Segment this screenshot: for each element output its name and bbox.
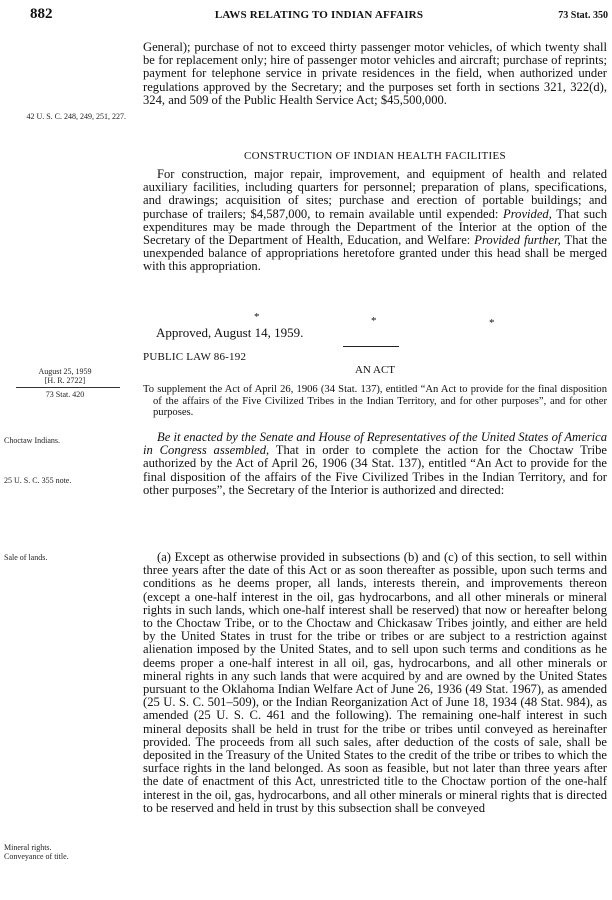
margin-note-conveyance: Conveyance of title. bbox=[4, 852, 69, 861]
approved-line: Approved, August 14, 1959. bbox=[156, 325, 304, 340]
section-divider bbox=[343, 346, 399, 347]
page-number: 882 bbox=[30, 6, 53, 22]
margin-note-bill: [H. R. 2722] bbox=[44, 376, 86, 385]
section-construction bbox=[143, 150, 607, 162]
margin-note-choctaw: Choctaw Indians. bbox=[4, 436, 60, 445]
an-act-heading: AN ACT bbox=[354, 364, 396, 376]
provided-further-italic: Provided further, bbox=[474, 233, 561, 248]
section-continuation bbox=[143, 41, 607, 107]
purpose-text: To supplement the Act of April 26, 1906 (34 Stat. 137), entitled “An Act to provide for the final disposition of the affairs of the Five Civilized Tribes in the Indian Territory, and for other purposes”, and for other purposes. bbox=[143, 384, 607, 418]
margin-note-date: August 25, 1959 bbox=[38, 367, 92, 376]
margin-note-mineral: Mineral rights. bbox=[4, 843, 52, 852]
margin-divider bbox=[16, 387, 120, 388]
subsection-a-text: (a) Except as otherwise provided in subsections (b) and (c) of this section, to sell within three years after the date of this Act or as soon thereafter as possible, upon such terms and conditions as he deems proper, all lands, interests therein, and improvements thereon (except a one-half interest in the oil, gas hydrocarbons, and all other minerals or mineral rights in such lands, which one-half interest shall be reserved) that now or hereafter belong to the Choctaw Tribe, or to the Choctaw and Chickasaw Tribes jointly, and either are held by the United States in trust for the tribe or tribes or are subject to a restriction against alienation imposed by the United States, and to sell upon such terms and conditions as he deems proper a one-half interest in all oil, gas, hydrocarbons, and all other minerals or mineral rights in any such lands that were acquired by and are owned by the United States pursuant to the Oklahoma Indian Welfare Act of June 26, 1936 (49 Stat. 1967), as amended (25 U. S. C. 501–509), or the Indian Reorganization Act of June 18, 1934 (48 Stat. 984), as amended (25 U. S. C. 461 and the following). The remaining one-half interest in such mineral deposits shall be held in trust for the tribe or tribes until conveyed as hereinafter provided. The proceeds from all such sales, after deduction of the costs of sale, shall be deposited in the Treasury of the United States to the credit of the tribe or tribes to which the surface rights in the land belonged. As soon as feasible, but not later than three years after the date of enactment of this Act, unrestricted title to the Choctaw portion of the one-half interest in the oil, gas, hydrocarbons, and all other minerals or mineral rights that is directed to be reserved and held in trust by this subsection shall be conveyed bbox=[143, 550, 607, 815]
margin-note-stat: 73 Stat. 420 bbox=[45, 390, 85, 399]
margin-note-sale: Sale of lands. bbox=[4, 553, 48, 562]
public-law-number: PUBLIC LAW 86-192 bbox=[143, 351, 247, 363]
enacting-italic: Be it enacted by the Senate and House of Representatives of the United States of America in Congress assembled, bbox=[143, 430, 607, 458]
running-title: LAWS RELATING TO INDIAN AFFAIRS bbox=[214, 9, 424, 21]
ellipsis-star-1: * bbox=[254, 311, 260, 323]
construction-body bbox=[143, 168, 607, 274]
ellipsis-star-3: * bbox=[489, 317, 495, 329]
page-header bbox=[30, 6, 608, 26]
margin-note-usc-42: 42 U. S. C. 248, 249, 251, 227. bbox=[26, 112, 126, 121]
statute-reference: 73 Stat. 350 bbox=[558, 10, 608, 21]
enacting-clause: Be it enacted by the Senate and House of Representatives of the United States of America in Congress assembled, That in order to complete the action for the Choctaw Tribe authorized by the Act of April 26, 1906 (34 Stat. 137), entitled “An Act to provide for the final disposition of the affairs of the Five Civilized Tribes in the Indian Territory, and for other purposes”, the Secretary of the Interior is authorized and directed: bbox=[143, 430, 607, 497]
purpose-block bbox=[143, 384, 607, 419]
provided-italic: Provided, bbox=[503, 206, 552, 221]
paragraph-construction: For construction, major repair, improvement, and equipment of health and related auxiliary facilities, including quarters for personnel; preparation of plans, specifications, and drawings; acquisition of sites; purchase and erection of portable buildings; and purchase of trailers; $4,587,000, to remain available until expended: Provided, That such expenditures may be made through the Department of the Interior at the option of the Secretary of the Department of Health, Education, and Welfare: Provided further, That the unexpended balance of appropriations heretofore granted under this head shall be merged with this appropriation. bbox=[143, 167, 608, 274]
margin-note-usc-25: 25 U. S. C. 355 note. bbox=[4, 476, 72, 485]
section-heading: CONSTRUCTION OF INDIAN HEALTH FACILITIES bbox=[244, 150, 506, 162]
enactment-block bbox=[143, 431, 607, 497]
subsection-a-block bbox=[143, 551, 607, 815]
ellipsis-star-2: * bbox=[371, 315, 377, 327]
paragraph-appropriation: General); purchase of not to exceed thirty passenger motor vehicles, of which twenty shall be for replacement only; hire of passenger motor vehicles and aircraft; purchase of reprints; payment for telephone service in private residences in the field, when authorized under regulations approved by the Secretary; and the purposes set forth in sections 321, 322(d), 324, and 509 of the Public Health Service Act; $45,500,000. bbox=[143, 40, 607, 107]
